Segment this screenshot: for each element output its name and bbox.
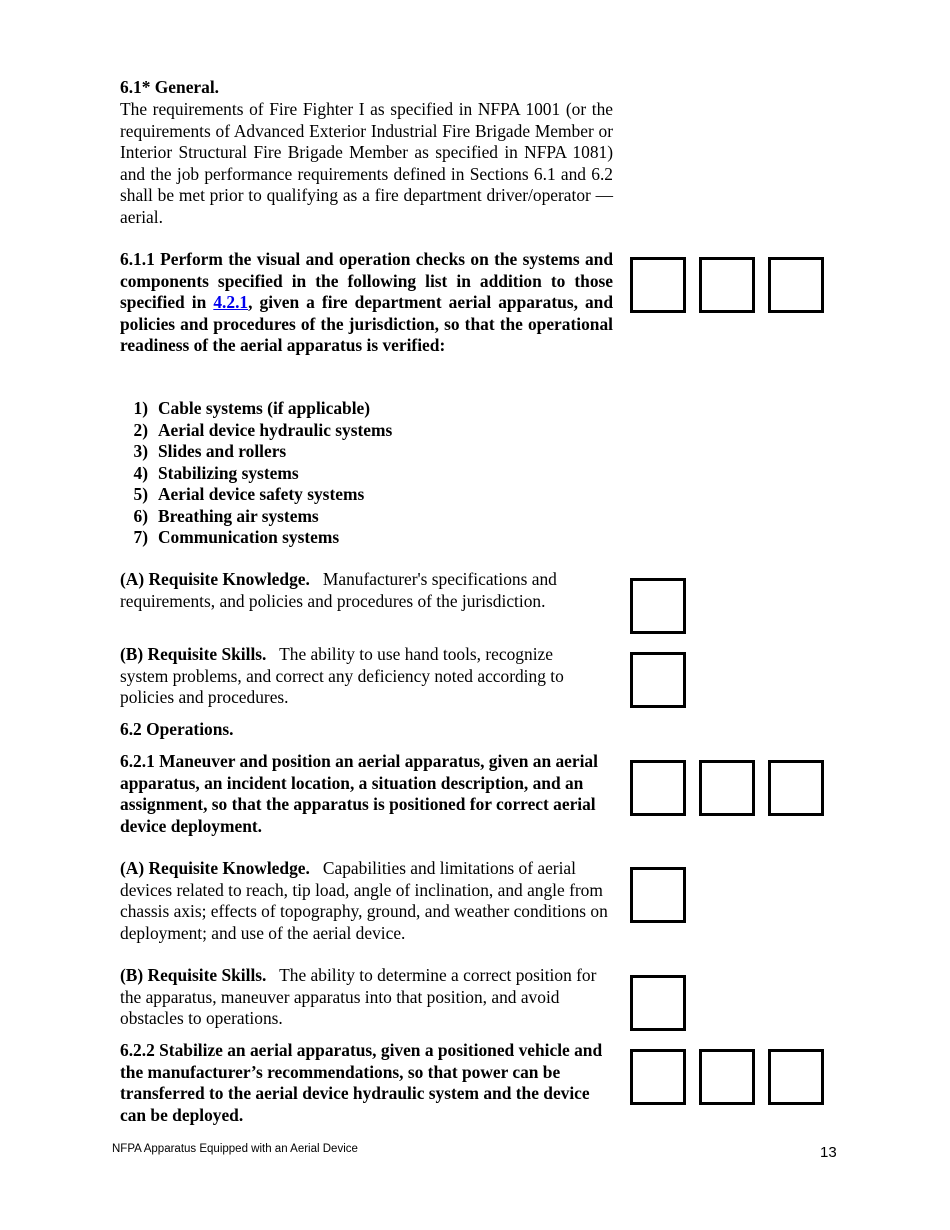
section-6-2-1-requisite-skills [120, 965, 610, 1030]
requisite-skills-text: The ability to use hand tools, recognize system problems, and correct any deficiency noted according to policies and procedures. [120, 644, 564, 707]
section-6-1-1-requisite-knowledge [120, 569, 610, 612]
list-item [120, 463, 600, 485]
requisite-skills-label: (B) Requisite Skills. [120, 965, 267, 985]
footer-title: NFPA Apparatus Equipped with an Aerial Device [112, 1143, 358, 1155]
section-6-1-1-requisite-skills [120, 644, 605, 709]
list-item-text: Slides and rollers [158, 441, 287, 461]
list-item [120, 484, 600, 506]
checkbox-6-2-1-a[interactable] [630, 760, 686, 816]
section-6-1-1-text-part2: , given a fire department aerial apparatus, and policies and procedures of the jurisdiction, so that the operational readiness of the aerial apparatus is verified: [120, 292, 614, 355]
checkbox-6-1-1-knowledge[interactable] [630, 578, 686, 634]
list-item [120, 506, 600, 528]
checkbox-6-2-1-skills[interactable] [630, 975, 686, 1031]
page-number: 13 [820, 1144, 837, 1161]
systems-list [120, 398, 600, 549]
section-6-1-heading: 6.1* General. [120, 77, 220, 97]
section-6-1-1-text-part1: 6.1.1 Perform the visual and operation checks on the systems and components specified in the following list in addition to those specified in [120, 249, 613, 312]
checkbox-6-2-2-b[interactable] [699, 1049, 755, 1105]
list-item-text: Aerial device hydraulic systems [158, 419, 393, 440]
list-item [120, 420, 600, 442]
requisite-knowledge-label: (A) Requisite Knowledge. [120, 858, 310, 878]
checkbox-6-1-1-a[interactable] [630, 257, 686, 313]
requisite-skills-text: The ability to determine a correct position for the apparatus, maneuver apparatus into that position, and avoid obstacles to operations. [120, 965, 597, 1028]
list-item-text: Cable systems (if applicable) [158, 398, 371, 418]
checkbox-6-1-1-c[interactable] [768, 257, 824, 313]
list-item [120, 527, 600, 549]
list-item-number: 7) [133, 527, 148, 547]
requisite-knowledge-label: (A) Requisite Knowledge. [120, 569, 310, 589]
section-6-2-2-text: 6.2.2 Stabilize an aerial apparatus, given a positioned vehicle and the manufacturer’s recommendations, so that power can be transferred to the aerial device hydraulic system and the device can be deployed. [120, 1040, 603, 1125]
checkbox-6-1-1-b[interactable] [699, 257, 755, 313]
list-item [120, 441, 600, 463]
list-item-text: Stabilizing systems [158, 462, 299, 483]
checkbox-6-1-1-skills[interactable] [630, 652, 686, 708]
list-item-text: Breathing air systems [158, 505, 319, 526]
section-6-1-body: The requirements of Fire Fighter I as specified in NFPA 1001 (or the requirements of Advanced Exterior Industrial Fire Brigade Member or Interior Structural Fire Brigade Member as specified in NFPA 1081) and the job performance requirements defined in Sections 6.1 and 6.2 shall be met prior to qualifying as a fire department driver/operator — aerial. [120, 99, 613, 227]
list-item [120, 398, 600, 420]
list-item-number: 5) [133, 484, 148, 504]
checkbox-6-2-2-c[interactable] [768, 1049, 824, 1105]
checkbox-6-2-1-b[interactable] [699, 760, 755, 816]
requisite-knowledge-text: Manufacturer's specifications and requirements, and policies and procedures of the jurisdiction. [120, 569, 557, 611]
list-item-text: Communication systems [158, 527, 340, 547]
reference-link-4-2-1[interactable]: 4.2.1 [213, 292, 249, 312]
checkbox-6-2-2-a[interactable] [630, 1049, 686, 1105]
list-item-number: 1) [133, 398, 148, 418]
requisite-skills-label: (B) Requisite Skills. [120, 644, 267, 664]
section-6-2-1-requisite-knowledge [120, 858, 610, 944]
list-item-number: 3) [133, 441, 148, 461]
list-item-text: Aerial device safety systems [158, 484, 365, 504]
section-6-1-1-text [120, 249, 613, 357]
section-6-2-heading: 6.2 Operations. [120, 719, 234, 739]
checkbox-6-2-1-c[interactable] [768, 760, 824, 816]
requisite-knowledge-text: Capabilities and limitations of aerial devices related to reach, tip load, angle of inclination, and angle from chassis axis; effects of topography, ground, and weather conditions on deployment; and use of the aerial device. [120, 858, 608, 943]
section-6-2-1-text: 6.2.1 Maneuver and position an aerial apparatus, given an aerial apparatus, an incident location, a situation description, and an assignment, so that the apparatus is positioned for correct aerial device deployment. [120, 751, 598, 836]
list-item-number: 2) [133, 419, 148, 440]
list-item-number: 6) [133, 505, 148, 526]
list-item-number: 4) [133, 462, 148, 483]
checkbox-6-2-1-knowledge[interactable] [630, 867, 686, 923]
